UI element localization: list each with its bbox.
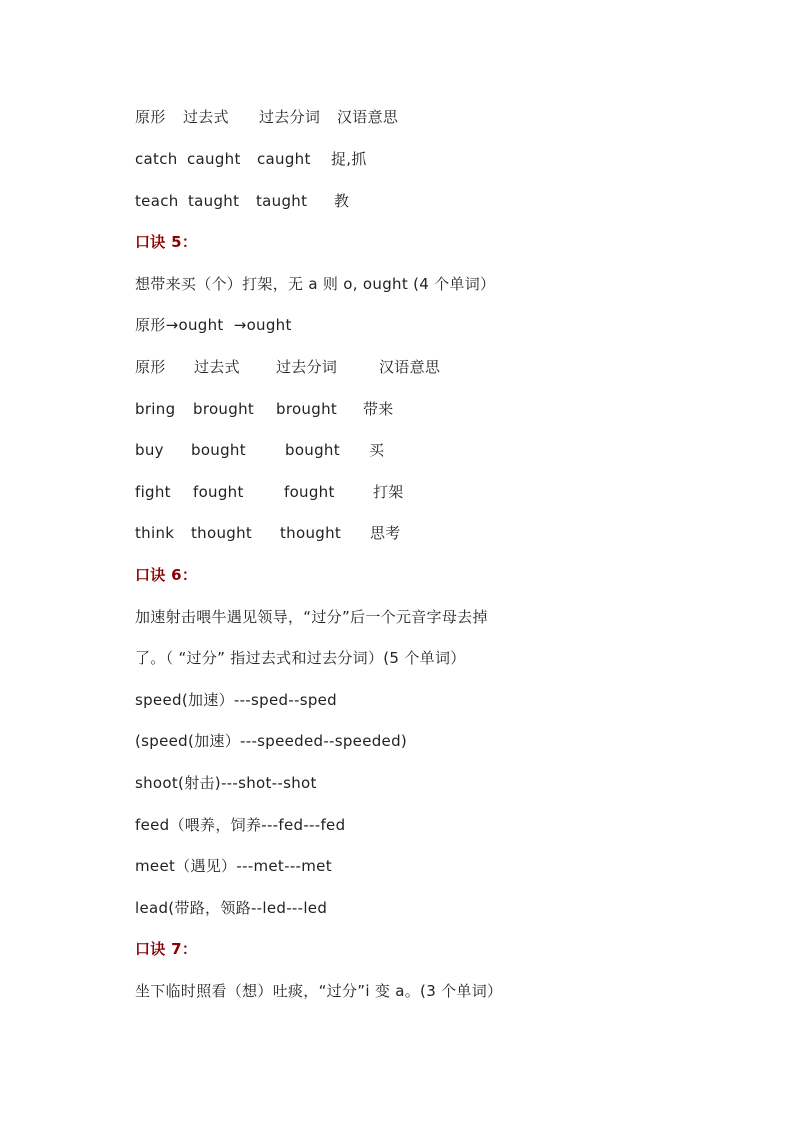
cell-meaning: 带来: [363, 400, 394, 418]
cell-meaning: 教: [334, 192, 350, 210]
table-row: [135, 398, 394, 420]
section6-rule-line2: 了。（ “过分” 指过去式和过去分词）(5 个单词）: [135, 649, 466, 667]
cell-base: teach: [135, 192, 179, 210]
section6-rule-line1: 加速射击喂牛遇见领导，“过分”后一个元音字母去掉: [135, 608, 488, 626]
table1-header: [135, 106, 399, 128]
col-past-tense: 过去式: [194, 358, 240, 376]
section5-header: [135, 356, 441, 378]
cell-participle: thought: [280, 524, 342, 542]
cell-participle: bought: [285, 441, 340, 459]
col-past-participle: 过去分词: [259, 108, 321, 126]
section5-pattern: 原形→ought →ought: [135, 316, 292, 334]
col-base-form: 原形: [135, 108, 166, 126]
col-meaning: 汉语意思: [337, 108, 399, 126]
cell-meaning: 思考: [370, 524, 401, 542]
cell-base: catch: [135, 150, 178, 168]
cell-past: thought: [191, 524, 253, 542]
cell-base: think: [135, 524, 175, 542]
cell-base: buy: [135, 441, 164, 459]
cell-base: bring: [135, 400, 176, 418]
col-meaning: 汉语意思: [379, 358, 441, 376]
table-row: [135, 522, 401, 544]
cell-past: caught: [187, 150, 241, 168]
cell-meaning: 打架: [373, 483, 404, 501]
section7-rule: 坐下临时照看（想）吐痰，“过分”i 变 a。(3 个单词）: [135, 982, 503, 1000]
example-line: feed（喂养，饲养---fed---fed: [135, 816, 346, 834]
cell-past: taught: [188, 192, 240, 210]
col-base-form: 原形: [135, 358, 166, 376]
example-line: lead(带路，领路--led---led: [135, 899, 328, 917]
cell-past: bought: [191, 441, 246, 459]
section7-heading: 口诀 7：: [135, 940, 198, 958]
col-past-tense: 过去式: [183, 108, 229, 126]
table-row: [135, 481, 404, 503]
example-line: meet（遇见）---met---met: [135, 857, 332, 875]
example-line: shoot(射击)---shot--shot: [135, 774, 317, 792]
table-row: [135, 190, 350, 212]
example-line: (speed(加速）---speeded--speeded): [135, 732, 408, 750]
col-past-participle: 过去分词: [276, 358, 338, 376]
section5-heading: 口诀 5：: [135, 233, 198, 251]
cell-participle: caught: [257, 150, 311, 168]
cell-past: fought: [193, 483, 244, 501]
cell-participle: fought: [284, 483, 335, 501]
section6-heading: 口诀 6：: [135, 566, 198, 584]
cell-meaning: 买: [369, 441, 385, 459]
cell-past: brought: [193, 400, 255, 418]
cell-participle: brought: [276, 400, 338, 418]
table-row: [135, 148, 367, 170]
cell-base: fight: [135, 483, 171, 501]
table-row: [135, 439, 385, 461]
cell-meaning: 捉,抓: [331, 150, 367, 168]
example-line: speed(加速）---sped--sped: [135, 691, 338, 709]
section5-rule: 想带来买（个）打架，无 a 则 o, ought (4 个单词）: [135, 275, 496, 293]
cell-participle: taught: [256, 192, 308, 210]
